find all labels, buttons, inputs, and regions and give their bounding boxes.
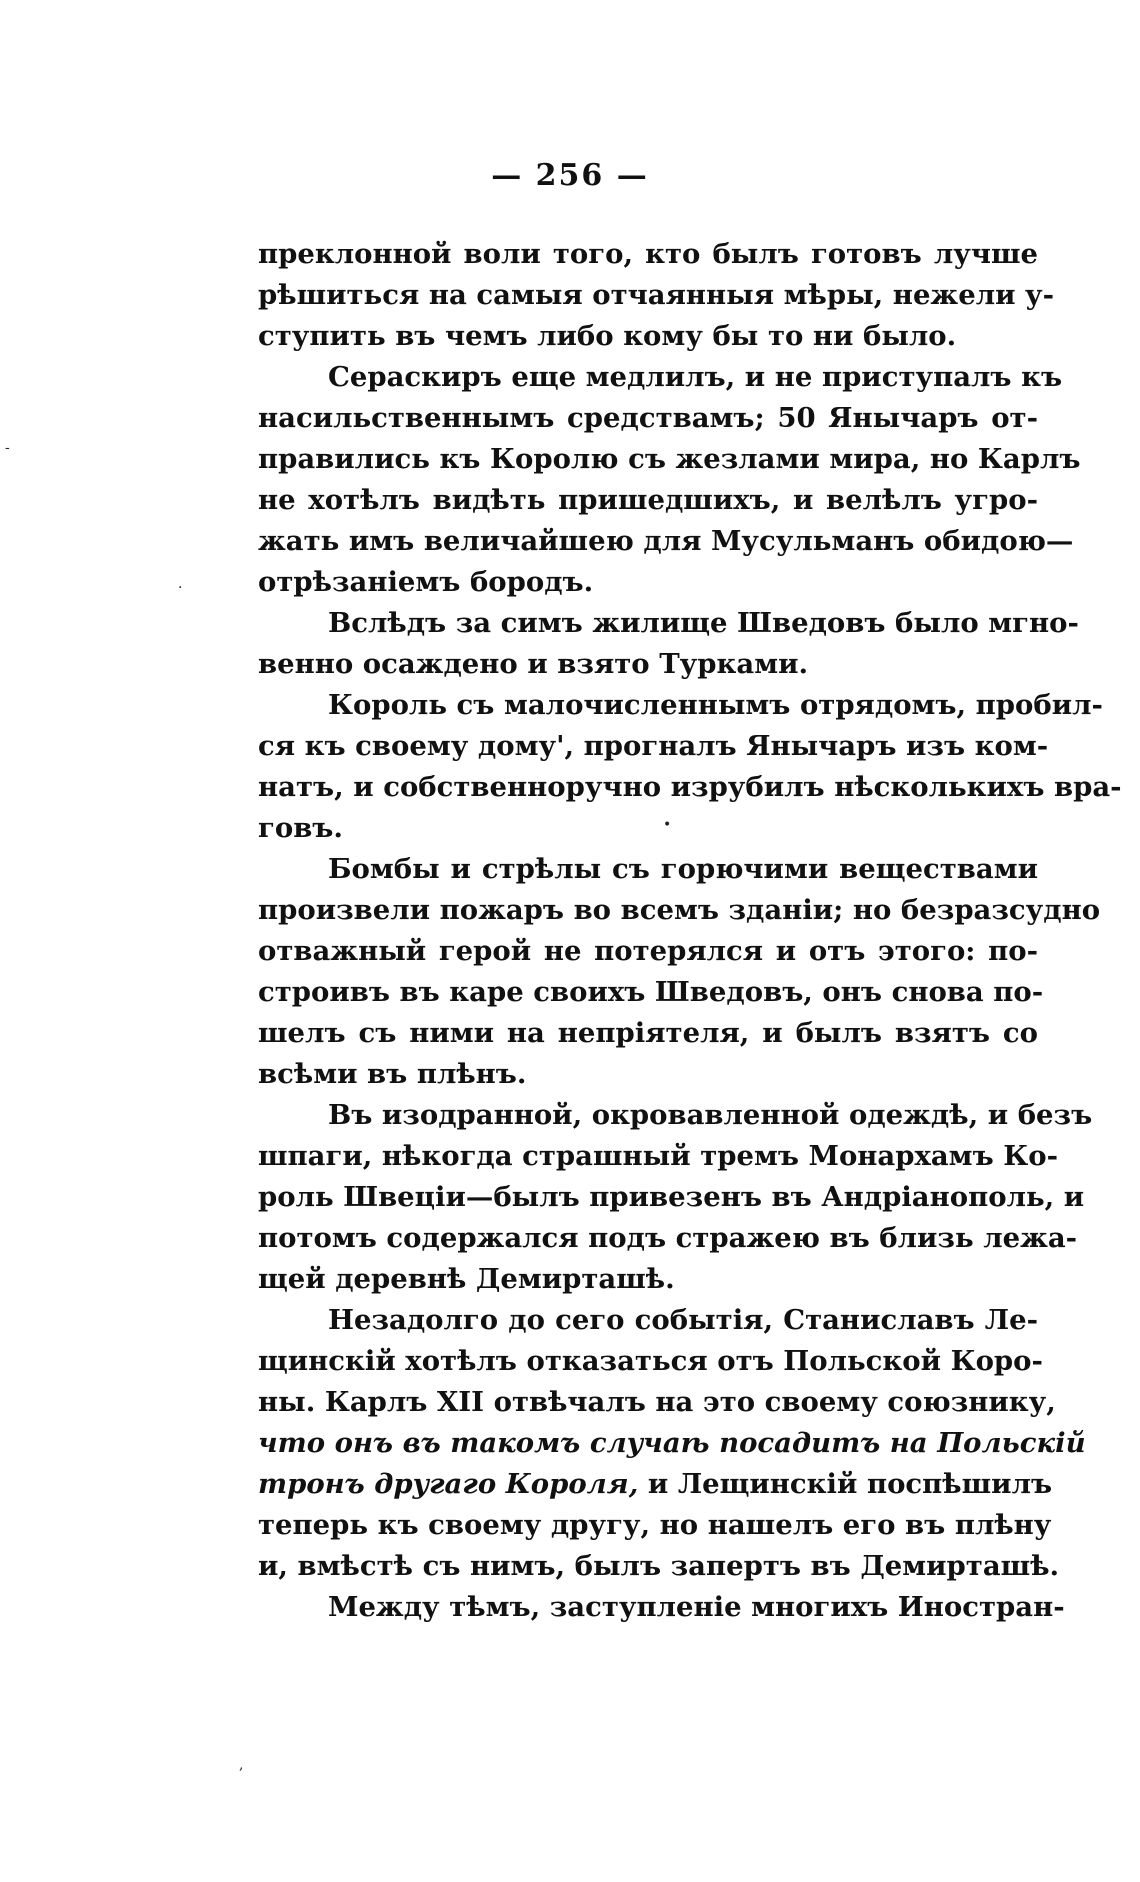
- italic-text: тронъ другаго Короля,: [258, 1468, 639, 1500]
- text-line: шелъ съ ними на непріятеля, и былъ взятъ со: [258, 1017, 1038, 1049]
- text-line: ступить въ чемъ либо кому бы то ни было.: [258, 320, 957, 352]
- text-line: щей деревнѣ Демирташѣ.: [258, 1263, 675, 1295]
- text-line: и, вмѣстѣ съ нимъ, былъ запертъ въ Демирташѣ.: [258, 1550, 1060, 1582]
- print-speck: -: [5, 440, 10, 456]
- text-line: насильственнымъ средствамъ; 50 Янычаръ от-: [258, 402, 1038, 434]
- text-segment: и Лещинскій поспѣшилъ: [638, 1468, 1053, 1500]
- text-line: [258, 1423, 1086, 1464]
- text-line: правились къ Королю съ жезлами мира, но Карлъ: [258, 443, 1081, 475]
- text-line: жать имъ величайшею для Мусульманъ обидою—: [258, 525, 1074, 557]
- text-line: потомъ содержался подъ стражею въ близь лежа-: [258, 1222, 1078, 1254]
- text-line: Вслѣдъ за симъ жилище Шведовъ было мгно-: [328, 607, 1079, 639]
- text-line: Незадолго до сего событія, Станиславъ Ле-: [328, 1304, 1038, 1336]
- body-text: [258, 234, 1122, 1628]
- page-number-header: — 256 —: [491, 158, 649, 193]
- text-line: шпаги, нѣкогда страшный тремъ Монархамъ Ко-: [258, 1140, 1059, 1172]
- italic-text: что онъ въ такомъ случаѣ посадитъ на Польскій: [258, 1427, 1086, 1459]
- text-line: рѣшиться на самыя отчаянныя мѣры, нежели у-: [258, 279, 1055, 311]
- text-line: натъ, и собственноручно изрубилъ нѣсколькихъ вра-: [258, 771, 1122, 803]
- text-line: произвели пожаръ во всемъ зданіи; но безразсудно: [258, 894, 1101, 926]
- text-line: строивъ въ каре своихъ Шведовъ, онъ снова по-: [258, 976, 1044, 1008]
- print-speck: ,: [239, 1757, 244, 1773]
- text-line: венно осаждено и взято Турками.: [258, 648, 809, 680]
- text-line: теперь къ своему другу, но нашелъ его въ плѣну: [258, 1509, 1052, 1541]
- text-line: говъ.: [258, 812, 343, 844]
- text-line: Въ изодранной, окровавленной одеждѣ, и безъ: [328, 1099, 1093, 1131]
- text-line: [258, 1464, 1053, 1505]
- text-line: не хотѣлъ видѣть пришедшихъ, и велѣлъ угро-: [258, 484, 1038, 516]
- text-line: ны. Карлъ XII отвѣчалъ на это своему союзнику,: [258, 1386, 1056, 1418]
- text-line: отважный герой не потерялся и отъ этого: по-: [258, 935, 1038, 967]
- text-line: отрѣзаніемъ бородъ.: [258, 566, 594, 598]
- text-line: роль Швеціи—былъ привезенъ въ Андріанополь, и: [258, 1181, 1085, 1213]
- text-line: Король съ малочисленнымъ отрядомъ, пробил-: [328, 689, 1103, 721]
- text-line: Бомбы и стрѣлы съ горючими веществами: [328, 853, 1038, 885]
- print-speck: •: [663, 817, 672, 833]
- text-line: преклонной воли того, кто былъ готовъ лучше: [258, 238, 1038, 270]
- text-line: щинскій хотѣлъ отказаться отъ Польской Коро-: [258, 1345, 1043, 1377]
- text-line: ся къ своему дому', прогналъ Янычаръ изъ ком-: [258, 730, 1049, 762]
- text-line: Сераскиръ еще медлилъ, и не приступалъ къ: [328, 361, 1063, 393]
- text-line: всѣми въ плѣнъ.: [258, 1058, 527, 1090]
- text-line: Между тѣмъ, заступленіе многихъ Иностран-: [328, 1591, 1065, 1623]
- print-speck: ·: [178, 580, 183, 596]
